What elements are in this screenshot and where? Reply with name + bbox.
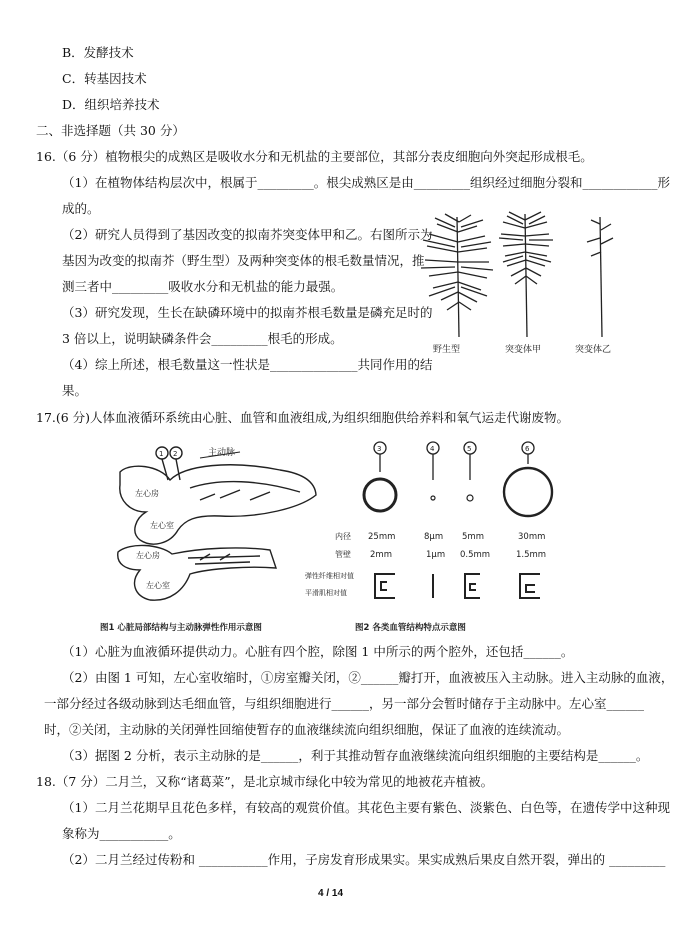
fig2-caption: 图2 各类血管结构特点示意图	[355, 623, 466, 633]
q16-p2a: （2）研究人员得到了基因改变的拟南芥突变体甲和乙。右图所示为	[62, 227, 433, 242]
q17-p1: （1）心脏为血液循环提供动力。心脏有四个腔，除图 1 中所示的两个腔外，还包括______。	[62, 644, 574, 659]
diameter-5: 5mm	[462, 532, 484, 542]
q18-p1b: 象称为___________。	[62, 826, 181, 841]
vessel-6-cross-section	[504, 468, 552, 516]
marker-1: 1	[159, 450, 164, 458]
q16-p4b: 果。	[62, 383, 88, 398]
q16-p2b: 基因为改变的拟南芥（野生型）及两种突变体的根毛数量情况，推	[62, 253, 425, 268]
q16-p3b: 3 倍以上，说明缺磷条件会_________根毛的形成。	[62, 331, 343, 346]
wall-3: 2mm	[370, 550, 392, 560]
row-label-wall: 管壁	[335, 550, 351, 559]
diameter-6: 30mm	[518, 532, 546, 542]
q18-stem: 18.（7 分）二月兰，又称“诸葛菜”，是北京城市绿化中较为常见的地被花卉植被。	[36, 774, 494, 789]
vessel-4-cross-section	[431, 496, 435, 500]
q16-p3a: （3）研究发现，生长在缺磷环境中的拟南芥根毛数量是磷充足时的	[62, 305, 433, 320]
vessel-number-6: 6	[525, 445, 530, 453]
q17-p3: （3）据图 2 分析，表示主动脉的是______，利于其推动暂存血液继续流向组织细胞的主要结构是______。	[62, 748, 649, 763]
vessel-3-cross-section	[364, 479, 396, 511]
vessel-number-5: 5	[467, 445, 472, 453]
top-left-ventricle-label: 左心室	[150, 521, 174, 530]
option-c: C．转基因技术	[62, 71, 147, 86]
q16-p1a: （1）在植物体结构层次中，根属于_________。根尖成熟区是由_________组织经过细胞分裂和____________形	[62, 175, 670, 190]
page-number: 4 / 14	[317, 888, 344, 899]
option-b: B．发酵技术	[62, 45, 134, 60]
mutant-a-root-drawing	[499, 212, 553, 337]
q16-p1b: 成的。	[62, 201, 100, 216]
vessel-figure	[305, 440, 585, 635]
diameter-4: 8μm	[424, 532, 444, 542]
bars-vessel-3	[375, 574, 395, 598]
bottom-left-atrium-label: 左心房	[136, 551, 160, 560]
label-mutant-b: 突变体乙	[575, 345, 612, 355]
heart-figure	[100, 440, 330, 635]
fig1-caption: 图1 心脏局部结构与主动脉弹性作用示意图	[100, 623, 262, 633]
section-title: 二、非选择题（共 30 分）	[36, 123, 185, 138]
q16-stem: 16.（6 分）植物根尖的成熟区是吸收水分和无机盐的主要部位，其部分表皮细胞向外突起形成根毛。	[36, 149, 593, 164]
label-wild-type: 野生型	[433, 345, 461, 355]
row-label-elastic: 弹性纤维相对值	[305, 572, 354, 580]
q17-p2a: （2）由图 1 可知，左心室收缩时，①房室瓣关闭，②______瓣打开，血液被压入主动脉。进入主动脉的血液，	[62, 670, 673, 685]
bottom-left-ventricle-label: 左心室	[146, 581, 170, 590]
bars-vessel-5	[465, 574, 480, 598]
wall-5: 0.5mm	[460, 550, 491, 560]
marker-2: 2	[173, 450, 178, 458]
diameter-3: 25mm	[368, 532, 396, 542]
label-mutant-a: 突变体甲	[505, 345, 542, 355]
vessel-number-4: 4	[430, 445, 435, 453]
row-label-smooth-muscle: 平滑肌相对值	[305, 589, 347, 597]
wild-type-root-drawing	[421, 214, 493, 337]
option-d: D．组织培养技术	[62, 97, 160, 112]
wall-4: 1μm	[426, 550, 446, 560]
root-hair-figure	[415, 212, 630, 362]
wall-6: 1.5mm	[516, 550, 547, 560]
vessel-number-3: 3	[377, 445, 382, 453]
vessel-5-cross-section	[467, 495, 473, 501]
q16-p2c: 测三者中_________吸收水分和无机盐的能力最强。	[62, 279, 344, 294]
q16-p4a: （4）综上所述，根毛数量这一性状是______________共同作用的结	[62, 357, 433, 372]
q17-stem: 17.(6 分)人体血液循环系统由心脏、血管和血液组成,为组织细胞供给养料和氧气运走代谢废物。	[36, 410, 570, 425]
q17-p2b: 一部分经过各级动脉到达毛细血管，与组织细胞进行______，另一部分会暂时储存于主动脉中。左心室______	[44, 696, 645, 711]
row-label-diameter: 内径	[335, 532, 351, 541]
bars-vessel-6	[520, 574, 540, 598]
aorta-label: 主动脉	[208, 448, 236, 458]
mutant-b-root-drawing	[587, 217, 613, 337]
q18-p2a: （2）二月兰经过传粉和 ___________作用，子房发育形成果实。果实成熟后果皮自然开裂，弹出的 _________	[62, 852, 666, 867]
q18-p1a: （1）二月兰花期早且花色多样，有较高的观赏价值。其花色主要有紫色、淡紫色、白色等，在遗传学中这种现	[62, 800, 670, 815]
top-left-atrium-label: 左心房	[135, 489, 159, 498]
q17-p2c: 时，②关闭，主动脉的关闭弹性回缩使暂存的血液继续流向组织细胞，保证了血液的连续流动。	[44, 722, 570, 737]
